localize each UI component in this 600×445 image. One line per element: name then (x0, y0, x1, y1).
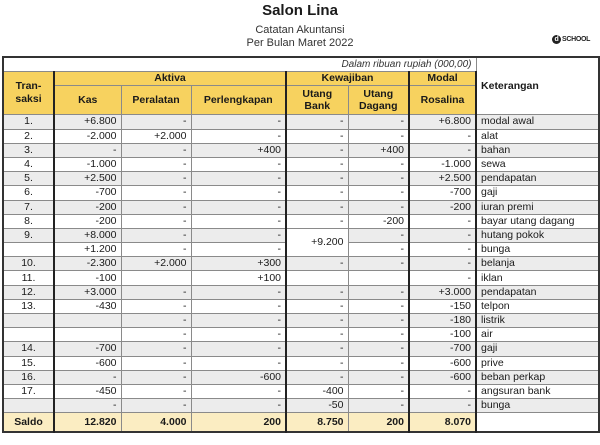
table-row (3, 143, 599, 157)
cell-utang-bank: - (286, 342, 348, 356)
cell-transaksi: 15. (3, 356, 54, 370)
cell-utang-dagang: - (348, 200, 409, 214)
cell-transaksi: 10. (3, 257, 54, 271)
cell-utang-dagang: - (348, 115, 409, 129)
table-row (3, 129, 599, 143)
cell-utang-bank: - (286, 157, 348, 171)
cell-utang-dagang: - (348, 399, 409, 413)
cell-peralatan: - (121, 186, 191, 200)
cell-utang-bank: - (286, 214, 348, 228)
cell-peralatan: - (121, 214, 191, 228)
cell-peralatan: - (121, 314, 191, 328)
cell-transaksi: 14. (3, 342, 54, 356)
table-row (3, 384, 599, 398)
cell-perlengkapan: - (191, 186, 286, 200)
cell-transaksi: 7. (3, 200, 54, 214)
table-row (3, 285, 599, 299)
cell-utang-dagang: - (348, 356, 409, 370)
column-header-rosalina: Rosalina (409, 86, 476, 115)
cell-perlengkapan: - (191, 314, 286, 328)
unit-note: Dalam ribuan rupiah (000,00) (3, 57, 476, 72)
cell-keterangan: hutang pokok (476, 228, 599, 242)
cell-utang-bank: - (286, 115, 348, 129)
cell-perlengkapan: - (191, 129, 286, 143)
brand-logo (552, 35, 590, 44)
column-header-transaksi (3, 72, 54, 115)
cell-peralatan: - (121, 200, 191, 214)
cell-perlengkapan: - (191, 200, 286, 214)
cell-modal: - (409, 143, 476, 157)
cell-modal: - (409, 384, 476, 398)
cell-perlengkapan: - (191, 399, 286, 413)
cell-modal: - (409, 228, 476, 242)
cell-transaksi (3, 328, 54, 342)
cell-utang-dagang: - (348, 186, 409, 200)
logo-text: SCHOOL (562, 36, 591, 43)
utang-bank-line-2: Bank (304, 100, 331, 113)
cell-utang-bank: - (286, 200, 348, 214)
cell-modal: - (409, 129, 476, 143)
table-row (3, 228, 599, 242)
cell-utang-bank (286, 271, 348, 285)
cell-modal: - (409, 214, 476, 228)
cell-perlengkapan: - (191, 328, 286, 342)
table-row (3, 370, 599, 384)
cell-perlengkapan: -600 (191, 370, 286, 384)
cell-transaksi: 16. (3, 370, 54, 384)
cell-perlengkapan: - (191, 228, 286, 242)
cell-transaksi: 4. (3, 157, 54, 171)
cell-keterangan: bayar utang dagang (476, 214, 599, 228)
cell-kas: -200 (54, 214, 121, 228)
table-row (3, 342, 599, 356)
cell-perlengkapan: - (191, 157, 286, 171)
cell-modal: -200 (409, 200, 476, 214)
cell-utang-bank: - (286, 328, 348, 342)
cell-kas: - (54, 143, 121, 157)
cell-keterangan: alat (476, 129, 599, 143)
column-header-kas: Kas (54, 86, 121, 115)
cell-peralatan: - (121, 384, 191, 398)
cell-kas: -450 (54, 384, 121, 398)
table-row (3, 200, 599, 214)
cell-utang-dagang: - (348, 257, 409, 271)
cell-kas (54, 314, 121, 328)
cell-perlengkapan: +100 (191, 271, 286, 285)
cell-peralatan: - (121, 328, 191, 342)
cell-modal: -700 (409, 186, 476, 200)
cell-modal: -180 (409, 314, 476, 328)
cell-modal: -150 (409, 299, 476, 313)
cell-modal: +3.000 (409, 285, 476, 299)
cell-peralatan: - (121, 356, 191, 370)
cell-modal: - (409, 243, 476, 257)
cell-modal: +2.500 (409, 172, 476, 186)
cell-utang-dagang: - (348, 285, 409, 299)
cell-transaksi (3, 399, 54, 413)
cell-utang-bank: - (286, 285, 348, 299)
cell-kas: -430 (54, 299, 121, 313)
cell-perlengkapan: +400 (191, 143, 286, 157)
cell-modal: -1.000 (409, 157, 476, 171)
cell-modal: +6.800 (409, 115, 476, 129)
cell-kas: +3.000 (54, 285, 121, 299)
cell-transaksi: 17. (3, 384, 54, 398)
cell-utang-bank: - (286, 172, 348, 186)
cell-modal: - (409, 271, 476, 285)
cell-perlengkapan: - (191, 342, 286, 356)
cell-perlengkapan: +300 (191, 257, 286, 271)
utang-dagang-line-2: Dagang (358, 100, 398, 113)
cell-peralatan: - (121, 299, 191, 313)
cell-transaksi (3, 314, 54, 328)
table-row (3, 186, 599, 200)
saldo-row (3, 413, 599, 433)
cell-peralatan: - (121, 115, 191, 129)
cell-keterangan: prive (476, 356, 599, 370)
cell-keterangan: sewa (476, 157, 599, 171)
saldo-utang-bank: 8.750 (286, 413, 348, 433)
cell-modal: -700 (409, 342, 476, 356)
cell-perlengkapan: - (191, 285, 286, 299)
cell-utang-dagang: - (348, 157, 409, 171)
saldo-utang-dagang: 200 (348, 413, 409, 433)
cell-keterangan: bunga (476, 399, 599, 413)
cell-peralatan (121, 271, 191, 285)
report-period: Per Bulan Maret 2022 (246, 37, 354, 49)
transaksi-line-1: Tran- (15, 80, 42, 93)
cell-keterangan: air (476, 328, 599, 342)
logo-mark-icon: d (552, 35, 561, 44)
cell-utang-dagang: - (348, 314, 409, 328)
cell-kas: -700 (54, 342, 121, 356)
column-header-perlengkapan: Perlengkapan (191, 86, 286, 115)
cell-peralatan: +2.000 (121, 129, 191, 143)
cell-keterangan: telpon (476, 299, 599, 313)
cell-keterangan: iuran premi (476, 200, 599, 214)
cell-transaksi: 13. (3, 299, 54, 313)
cell-keterangan: gaji (476, 342, 599, 356)
cell-kas: -100 (54, 271, 121, 285)
cell-kas: - (54, 370, 121, 384)
saldo-modal: 8.070 (409, 413, 476, 433)
transaksi-line-2: saksi (15, 93, 42, 106)
accounting-table (2, 56, 600, 433)
cell-kas: -2.300 (54, 257, 121, 271)
cell-perlengkapan: - (191, 172, 286, 186)
cell-utang-bank: - (286, 129, 348, 143)
cell-keterangan: pendapatan (476, 172, 599, 186)
utang-bank-line-1: Utang (302, 88, 333, 101)
table-row (3, 257, 599, 271)
cell-kas: -600 (54, 356, 121, 370)
cell-kas: -200 (54, 200, 121, 214)
cell-keterangan: beban perkap (476, 370, 599, 384)
cell-utang-bank: -50 (286, 399, 348, 413)
cell-peralatan: - (121, 285, 191, 299)
cell-kas (54, 328, 121, 342)
cell-utang-dagang: - (348, 299, 409, 313)
table-row (3, 271, 599, 285)
column-header-utang-bank (286, 86, 348, 115)
cell-peralatan: - (121, 228, 191, 242)
cell-keterangan: modal awal (476, 115, 599, 129)
cell-keterangan: gaji (476, 186, 599, 200)
cell-perlengkapan: - (191, 384, 286, 398)
cell-peralatan: - (121, 399, 191, 413)
utang-dagang-line-1: Utang (363, 88, 394, 101)
group-header-kewajiban: Kewajiban (286, 72, 409, 86)
cell-utang-bank: -400 (286, 384, 348, 398)
group-header-aktiva: Aktiva (54, 72, 286, 86)
cell-perlengkapan: - (191, 214, 286, 228)
cell-modal: - (409, 257, 476, 271)
cell-perlengkapan: - (191, 243, 286, 257)
cell-utang-dagang: - (348, 370, 409, 384)
cell-perlengkapan: - (191, 115, 286, 129)
cell-utang-bank: +9.200 (286, 228, 348, 256)
cell-peralatan: - (121, 243, 191, 257)
cell-kas: +8.000 (54, 228, 121, 242)
cell-utang-dagang: - (348, 384, 409, 398)
cell-utang-dagang: - (348, 328, 409, 342)
cell-utang-dagang (348, 271, 409, 285)
cell-keterangan: bunga (476, 243, 599, 257)
column-header-peralatan: Peralatan (121, 86, 191, 115)
cell-modal: -600 (409, 370, 476, 384)
table-body (3, 115, 599, 413)
cell-utang-bank: - (286, 257, 348, 271)
cell-modal: -100 (409, 328, 476, 342)
cell-transaksi: 3. (3, 143, 54, 157)
cell-utang-dagang: - (348, 129, 409, 143)
cell-transaksi: 12. (3, 285, 54, 299)
report-title: Salon Lina (262, 2, 338, 19)
cell-utang-dagang: - (348, 243, 409, 257)
cell-utang-bank: - (286, 370, 348, 384)
cell-modal: - (409, 399, 476, 413)
column-header-keterangan: Keterangan (476, 57, 599, 115)
report-subtitle: Catatan Akuntansi (255, 24, 345, 36)
cell-transaksi: 2. (3, 129, 54, 143)
column-header-utang-dagang (348, 86, 409, 115)
cell-utang-dagang: -200 (348, 214, 409, 228)
group-header-modal: Modal (409, 72, 476, 86)
cell-peralatan: - (121, 157, 191, 171)
cell-transaksi: 1. (3, 115, 54, 129)
table-row (3, 214, 599, 228)
cell-keterangan: belanja (476, 257, 599, 271)
saldo-peralatan: 4.000 (121, 413, 191, 433)
table-row (3, 356, 599, 370)
cell-perlengkapan: - (191, 299, 286, 313)
cell-kas: -1.000 (54, 157, 121, 171)
saldo-keterangan (476, 413, 599, 433)
saldo-perlengkapan: 200 (191, 413, 286, 433)
table-row (3, 115, 599, 129)
cell-keterangan: pendapatan (476, 285, 599, 299)
cell-utang-dagang: - (348, 342, 409, 356)
cell-transaksi: 8. (3, 214, 54, 228)
table-row (3, 172, 599, 186)
cell-kas: -700 (54, 186, 121, 200)
cell-keterangan: listrik (476, 314, 599, 328)
cell-transaksi (3, 243, 54, 257)
cell-transaksi: 11. (3, 271, 54, 285)
cell-peralatan: - (121, 370, 191, 384)
cell-peralatan: - (121, 143, 191, 157)
cell-kas: -2.000 (54, 129, 121, 143)
cell-kas: +2.500 (54, 172, 121, 186)
cell-kas: +1.200 (54, 243, 121, 257)
table-row (3, 157, 599, 171)
cell-keterangan: iklan (476, 271, 599, 285)
cell-utang-bank: - (286, 314, 348, 328)
cell-utang-dagang: - (348, 172, 409, 186)
cell-kas: +6.800 (54, 115, 121, 129)
cell-keterangan: bahan (476, 143, 599, 157)
table-row (3, 299, 599, 313)
cell-peralatan: - (121, 172, 191, 186)
cell-utang-bank: - (286, 356, 348, 370)
table-row (3, 399, 599, 413)
cell-peralatan: +2.000 (121, 257, 191, 271)
saldo-kas: 12.820 (54, 413, 121, 433)
cell-peralatan: - (121, 342, 191, 356)
cell-utang-dagang: - (348, 228, 409, 242)
cell-utang-bank: - (286, 186, 348, 200)
cell-utang-bank: - (286, 143, 348, 157)
cell-utang-bank: - (286, 299, 348, 313)
cell-transaksi: 6. (3, 186, 54, 200)
table-row (3, 314, 599, 328)
cell-utang-dagang: +400 (348, 143, 409, 157)
table-row (3, 328, 599, 342)
cell-modal: -600 (409, 356, 476, 370)
cell-transaksi: 9. (3, 228, 54, 242)
cell-transaksi: 5. (3, 172, 54, 186)
cell-kas: - (54, 399, 121, 413)
cell-perlengkapan: - (191, 356, 286, 370)
cell-keterangan: angsuran bank (476, 384, 599, 398)
saldo-label: Saldo (3, 413, 54, 433)
